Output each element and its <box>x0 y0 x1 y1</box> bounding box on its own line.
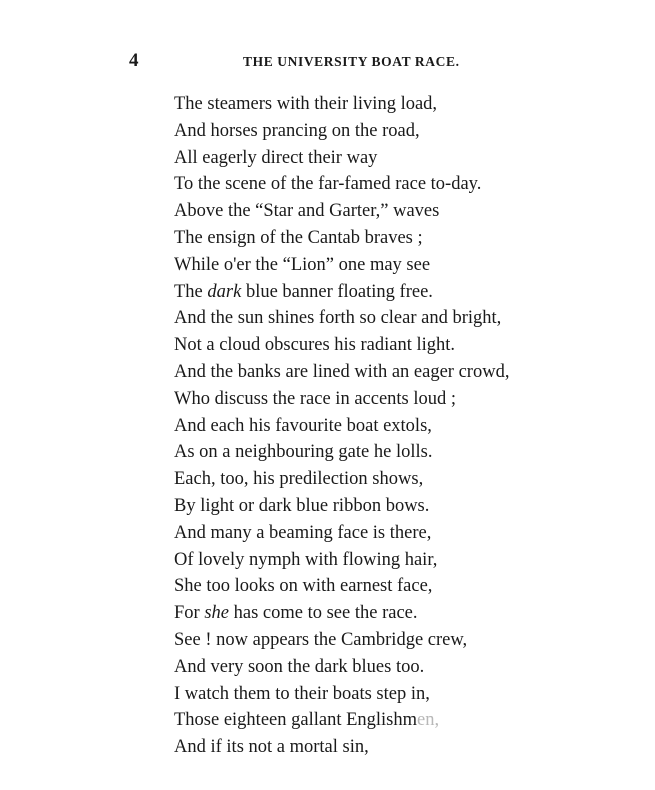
italic-word: dark <box>207 281 242 302</box>
poem-line: All eagerly direct their way <box>174 147 378 168</box>
poem-line: And each his favourite boat extols, <box>174 415 432 436</box>
poem-line: Above the “Star and Garter,” waves <box>174 201 440 222</box>
poem-line: Who discuss the race in accents loud ; <box>174 388 457 409</box>
poem-line: See ! now appears the Cambridge crew, <box>174 629 468 650</box>
poem-line: Of lovely nymph with flowing hair, <box>174 549 438 570</box>
poem-line: And very soon the dark blues too. <box>174 656 425 677</box>
poem-line: While o'er the “Lion” one may see <box>174 254 431 275</box>
faded-text: en, <box>417 710 440 731</box>
poem-line <box>174 707 509 734</box>
poem-line <box>174 279 509 306</box>
line-text: The <box>174 281 208 302</box>
poem-line: She too looks on with earnest face, <box>174 576 433 597</box>
line-text: blue banner floating free. <box>241 281 433 302</box>
poem-line: I watch them to their boats step in, <box>174 683 430 704</box>
poem-line <box>174 600 509 627</box>
poem-line: By light or dark blue ribbon bows. <box>174 495 430 516</box>
poem-line: Not a cloud obscures his radiant light. <box>174 335 456 356</box>
poem-line: And if its not a mortal sin, <box>174 737 369 758</box>
poem-line: And horses prancing on the road, <box>174 120 420 141</box>
line-text: has come to see the race. <box>229 603 418 624</box>
page-number: 4 <box>129 50 139 71</box>
line-text: For <box>174 603 205 624</box>
poem-line: And the banks are lined with an eager crowd, <box>174 361 510 382</box>
poem-line: To the scene of the far-famed race to-day. <box>174 174 482 195</box>
poem-line: As on a neighbouring gate he lolls. <box>174 442 433 463</box>
poem-line: And the sun shines forth so clear and bright, <box>174 308 502 329</box>
poem-line: Each, too, his predilection shows, <box>174 469 424 490</box>
poem-body <box>174 91 509 761</box>
poem-line: The ensign of the Cantab braves ; <box>174 227 423 248</box>
line-text: Those eighteen gallant Englishm <box>174 710 418 731</box>
poem-line: And many a beaming face is there, <box>174 522 432 543</box>
poem-line: The steamers with their living load, <box>174 94 438 114</box>
italic-word: she <box>204 603 229 624</box>
running-title: THE UNIVERSITY BOAT RACE. <box>243 54 460 69</box>
